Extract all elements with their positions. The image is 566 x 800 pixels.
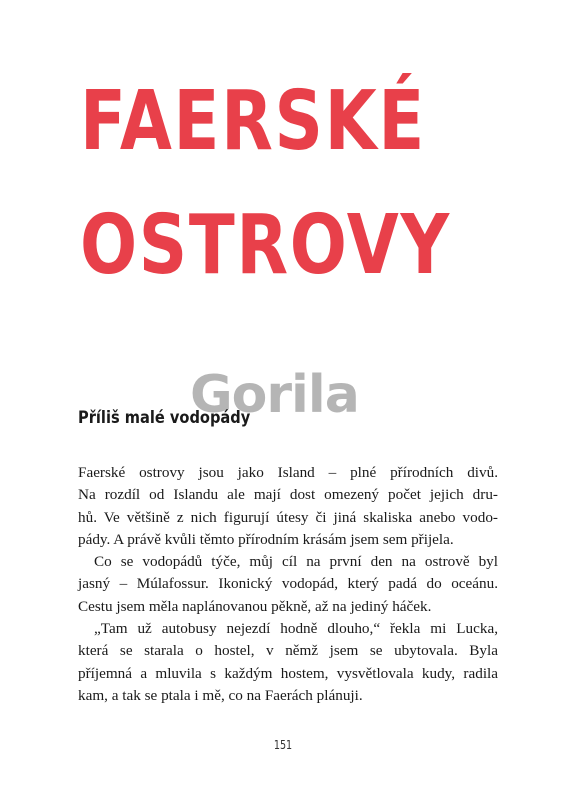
body-text (78, 462, 498, 707)
paragraph-line: „Tam už autobusy nejezdí hodně dlouho,“ řekla mi Lucka, (94, 620, 498, 638)
paragraph-line: Na rozdíl od Islandu ale mají dost omezený počet jejich dru- (78, 486, 498, 504)
paragraph-line: Co se vodopádů týče, můj cíl na první den na ostrově byl (94, 553, 498, 571)
paragraph-line: která se starala o hostel, v němž jsem se ubytovala. Byla (78, 642, 498, 660)
chapter-title (80, 60, 451, 308)
page-number: 151 (273, 738, 293, 752)
paragraph-line: kam, a tak se ptala i mě, co na Faerách plánuji. (78, 686, 363, 704)
paragraph-line: Faerské ostrovy jsou jako Island – plné přírodních divů. (78, 464, 498, 481)
chapter-title-line-2: OSTROVY (80, 198, 451, 293)
watermark-logo: Gorila (190, 365, 359, 425)
section-heading: Příliš malé vodopády (78, 408, 251, 428)
paragraph-line: jasný – Múlafossur. Ikonický vodopád, který padá do oceánu. (78, 575, 498, 593)
paragraph-line: hů. Ve většině z nich figurují útesy či jiná skaliska anebo vodo- (78, 508, 498, 526)
paragraph-line: Cestu jsem měla naplánovanou pěkně, až na jediný háček. (78, 597, 432, 615)
chapter-title-line-1: FAERSKÉ (80, 74, 426, 169)
paragraph-line: pády. A právě kvůli těmto přírodním krásám jsem sem přijela. (78, 530, 454, 548)
paragraph-line: příjemná a mluvila s každým hostem, vysvětlovala kudy, radila (78, 664, 498, 682)
